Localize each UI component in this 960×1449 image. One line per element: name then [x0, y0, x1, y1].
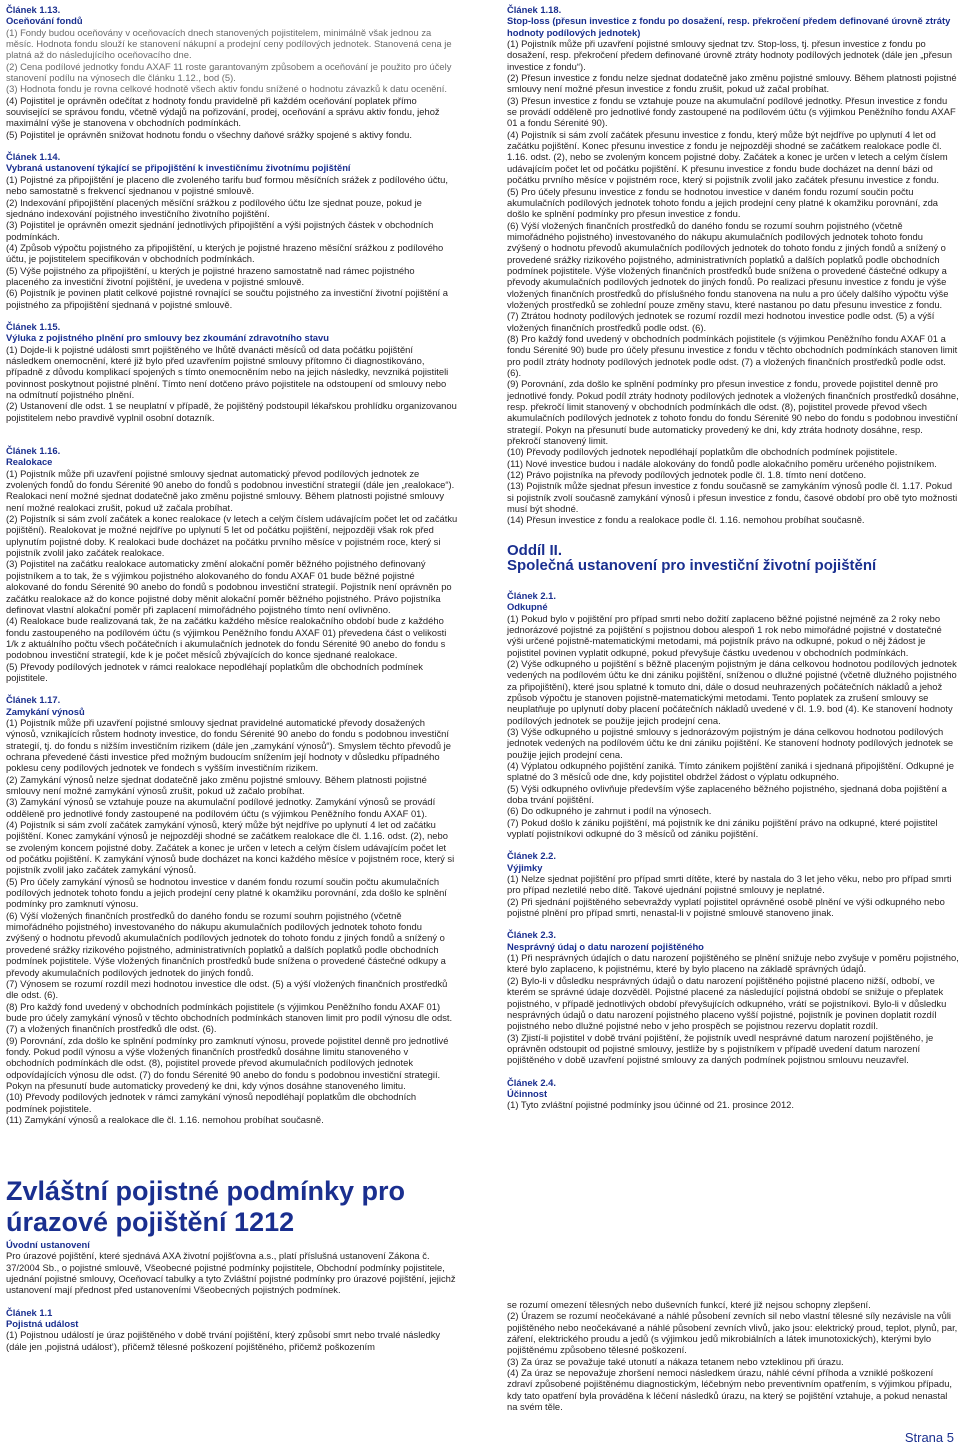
article-heading: Pojistná událost	[6, 1318, 79, 1330]
paragraph: (1) Tyto zvláštní pojistné podmínky jsou účinné od 21. prosince 2012.	[507, 1099, 794, 1111]
paragraph: (2) Indexování připojištění placených měsíční srážkou z podílového účtu lze sjednat pouze, pokud je sjednáno indexování pojistného investičního životního pojištění.	[6, 196, 422, 219]
paragraph: (6) Výší vložených finančních prostředků do daného fondu se rozumí souhrn pojistného (včetně mimořádného pojistného) investovaného do nákupu akumulačních podílových jednotek tohoto fondu zvýšený o hodnotu převodů akumulačních podílových jednotek do tohoto fondu z jiných fondů a snížený o provedené srážky rizikového pojistného, administrativních poplatků a dalších poplatků podle obchodních podmínek pojistitele. Výše vložených finančních prostředků bude snížena o provedené částečné odkupy a převody akumulačních podílových jednotek do jiných fondů.	[6, 909, 446, 978]
paragraph: (14) Přesun investice z fondu a realokace podle čl. 1.16. nemohou probíhat současně.	[507, 514, 865, 526]
paragraph: (13) Pojistník může sjednat přesun investice z fondu současně se zamykáním výnosů podle čl. 1.17. Pokud si pojistník zvolí současně zamykání výnosů i přesun investice z fondu, časové období pro obě tyto možnosti musí být shodné.	[507, 480, 958, 515]
paragraph: (2) Při sjednání pojištěného sebevraždy vyplatí pojistitel oprávněné osobě plnění ve výši odkupného nebo pojistné plnění pro případ smrti, nenastal-li v pojistné smlouvě stanoveno jinak.	[507, 895, 945, 919]
paragraph: (6) Výší vložených finančních prostředků do daného fondu se rozumí souhrn pojistného (včetně mimořádného pojistného) investovaného do nákupu akumulačních podílových jednotek tohoto fondu zvýšený o hodnotu převodů akumulačních podílových jednotek do tohoto fondu z jiných fondů a snížený o provedené srážky rizikového pojistného, administrativních poplatků a dalších poplatků podle obchodních podmínek pojistitele. Výše vložených finančních prostředků bude snížena o provedené částečné odkupy a převody akumulačních podílových jednotek do jiných fondů. Po realizaci přesunu investice z fondu je výše vložených finančních prostředků do příslušného fondu stanovena na nulu a pro účely dalšího výpočtu výše vložených prostředků se zohlední pouze změny stavu, které nastanou po datu přesunu investice z fondu.	[507, 219, 949, 310]
paragraph: (1) Pojistnou událostí je úraz pojištěného v době trvání pojištění, který způsobí smrt nebo trvalé následky (dále jen ‚pojistná událost‘), přičemž tělesné poškození pojištěného, přičemž poškozením	[6, 1329, 441, 1352]
paragraph: (8) Pro každý fond uvedený v obchodních podmínkách pojistitele (s výjimkou Peněžního fondu AXAF 01 a fondu Sérenité 90) bude pro účely přesunu investice z fondu v těchto obchodních podmínkách stanoven limit pro podíl ztráty hodnoty podílových jednotek podle odst. (7) a vložených finančních prostředků podle odst. (6).	[507, 332, 958, 378]
paragraph: (4) Způsob výpočtu pojistného za připojištění, u kterých je pojistné hrazeno měsíční srážkou z podílového účtu, je pojistitelem specifikován v obchodních podmínkách.	[6, 241, 444, 265]
article-heading: Článek 1.14.	[6, 151, 61, 163]
paragraph: (5) Pro účely přesunu investice z fondu se hodnotou investice v daném fondu rozumí součin počtu akumulačních podílových jednotek tohoto fondu a jejich prodejní ceny platné k okamžiku porovnání, zda došlo ke splnění podmínky pro přesun investice z fondu.	[507, 185, 938, 220]
paragraph: (4) Za úraz se nepovažuje zhoršení nemoci následkem úrazu, náhlé cévní příhoda a vzniklé poškození zdraví způsobené pojištěnému diagnostickým, léčebným nebo preventivním opatřením, s výjimkou případu, kdy tato opatření byla prováděna k léčení následků úrazu, na který se pojištění vztahuje, a pokud nenastal na svém těle.	[507, 1367, 953, 1413]
article-heading: Odkupné	[507, 601, 548, 613]
paragraph: (4) Pojistitel je oprávněn odečítat z hodnoty fondu pravidelně při každém oceňování poplatek přímo související se správou fondu, včetně výdajů na pořizování, prodej, oceňování a správu aktiv fondu, jehož maximální výše je stanovena v obchodních podmínkách.	[6, 94, 440, 129]
left-column	[6, 4, 458, 1125]
article-heading: Článek 1.16.	[6, 445, 61, 457]
paragraph: (11) Nové investice budou i nadále alokovány do fondů podle alokačního poměru určeného pojistníkem.	[507, 457, 937, 469]
article-heading: Článek 1.17.	[6, 694, 61, 706]
paragraph: (2) Zamykání výnosů nelze sjednat dodatečně jako změnu pojistné smlouvy. Během platnosti pojistné smlouvy není možné zamykání výnosů zrušit, pokud už začalo probíhat.	[6, 773, 427, 796]
article-heading: Článek 2.3.	[507, 929, 556, 941]
spacer	[507, 573, 959, 584]
article-heading: Výluka z pojistného plnění pro smlouvy bez zkoumání zdravotního stavu	[6, 332, 329, 344]
spacer	[6, 683, 458, 694]
paragraph: (5) Výši odkupného ovlivňuje především výše zaplaceného běžného pojistného, sjednaná doba pojištění a doba trvání pojištění.	[507, 782, 947, 805]
paragraph: (2) Přesun investice z fondu nelze sjednat dodatečně jako změnu pojistné smlouvy. Během platnosti pojistné smlouvy není možné přesun investice z fondu zrušit, pokud už začal probíhat.	[507, 72, 957, 95]
paragraph: (6) Do odkupného je zahrnut i podíl na výnosech.	[507, 805, 712, 817]
section-heading: Společná ustanovení pro investiční životní pojištění	[507, 556, 877, 574]
paragraph: (2) Výše odkupného u pojištění s běžně placeným pojistným je dána celkovou hodnotou podílových jednotek vedených na podílovém účtu ke dni zániku pojištění, sníženou o dlužné pojistné (včetně dlužného pojistného za připojištění), které jsou splatné k tomuto dni, dále o dosud neuhrazených počátečních nákladů a jehož způsob výpočtu je stanoven pojistně-matematickými metodami. Tento poplatek za zrušení smlouvy se neuplatňuje po uplynutí doby placení počátečních nákladů uvedené v čl. 1.9. bod (4). Ke stanovení hodnoty podílových jednotek se použije jejich prodejní cena.	[507, 657, 957, 726]
article-heading: Článek 1.1	[6, 1306, 53, 1318]
article-heading: Výjimky	[507, 861, 543, 873]
paragraph: (1) Pojistník může při uzavření pojistné smlouvy sjednat tzv. Stop-loss, tj. přesun investice z fondu po dosažení, resp. překročení předem definované úrovně ztráty hodnoty podílových jednotek (dále jen „přesun investice z fondu“).	[507, 38, 953, 72]
paragraph: (7) Ztrátou hodnoty podílových jednotek se rozumí rozdíl mezi hodnotou investice podle odst. (5) a výší vložených finančních prostředků podle odst. (6).	[507, 310, 935, 333]
spacer	[6, 140, 458, 151]
paragraph: (1) Při nesprávných údajích o datu narození pojištěného se plnění snižuje nebo zvyšuje v poměru pojistného, které bylo zaplaceno, k pojistnému, které by bylo placeno na základě správných údajů.	[507, 952, 959, 975]
paragraph: (3) Za úraz se považuje také utonutí a nákaza tetanem nebo vzteklinou při úrazu.	[507, 1355, 844, 1367]
paragraph: (3) Pojistitel na začátku realokace automaticky změní alokační poměr běžného pojistného definovaný pojistníkem a to tak, že s výjimkou pojistného alokovaného do fondu AXAF 01 bude běžné pojistné alokované do fondu Sérenité 90 anebo do fondů s podobnou investiční strategií. Pojistník není oprávněn po začátku realokace až do konce pojistné doby měnit alokační poměr běžného pojistného. Právo pojistníka definovat vlastní alokační poměr při zaplacení mimořádného pojistného tímto není ovlivněno.	[6, 558, 452, 615]
paragraph: (12) Právo pojistníka na převody podílových jednotek podle čl. 1.8. tímto není dotčeno.	[507, 469, 867, 481]
paragraph: (2) Pojistník si sám zvolí začátek a konec realokace (v letech a celým číslem udávajícím počet let od začátku pojištění). Realokovat je možné nejdříve po uplynutí 5 let od počátku pojištění, nejpozději však rok před uplynutím pojistné doby. K realokaci bude docházet na počátku prvního měsíce v pojistném roce, který si pojistník zvolil jako začátek realokace.	[6, 513, 458, 559]
article-heading: Nesprávný údaj o datu narození pojištěného	[507, 940, 704, 952]
paragraph: (1) Fondy budou oceňovány v oceňovacích dnech stanovených pojistitelem, minimálně však jednou za měsíc. Hodnota fondu slouží ke stanovení nákupní a prodejní ceny podílových jednotek. Stanovená cena je platná až do následujícího oceňovacího dne.	[6, 26, 452, 61]
paragraph: (5) Výše pojistného za připojištění, u kterých je pojistné hrazeno samostatně nad rámec pojistného placeného za investiční životní pojištění, je uvedena v pojistné smlouvě.	[6, 264, 415, 287]
spacer	[507, 918, 959, 929]
paragraph: (8) Pro každý fond uvedený v obchodních podmínkách pojistitele (s výjimkou Peněžního fondu AXAF 01) bude pro účely zamykání výnosů v těchto obchodních podmínkách stanoven limit pro podíl výnosu dle odst. (7) a vložených finančních prostředků dle odst. (6).	[6, 1000, 453, 1035]
paragraph: (7) Pokud došlo k zániku pojištění, má pojistník ke dni zániku pojištění právo na odkupné, které pojistitel vyplatí pojistníkovi odkupné do 3 měsíců od zániku pojištění.	[507, 816, 938, 840]
paragraph: se rozumí omezení tělesných nebo duševních funkcí, které již nejsou schopny zlepšení.	[507, 1299, 871, 1310]
paragraph: (1) Dojde-li k pojistné události smrt pojištěného ve lhůtě dvanácti měsíců od data počátku pojištění následkem onemocnění, které již bylo před uzavřením pojistné smlouvy přítomno či diagnostikováno, případně z důvodu komplikací spojených s tímto onemocněním nebo na jejich následky, nevzniká pojistiteli povinnost poskytnout pojistné plnění. Tímto není dotčeno právo pojistitele na odstoupení od smlouvy nebo na odmítnutí pojistného plnění.	[6, 343, 449, 400]
article-heading: Článek 1.13.	[6, 4, 61, 15]
paragraph: (3) Hodnota fondu je rovna celkové hodnotě všech aktiv fondu snížené o hodnotu závazků k datu ocenění.	[6, 83, 447, 95]
paragraph: (11) Zamykání výnosů a realokace dle čl. 1.16. nemohou probíhat současně.	[6, 1113, 324, 1125]
spacer	[6, 310, 458, 321]
paragraph: (1) Nelze sjednat pojištění pro případ smrti dítěte, které by nastala do 3 let jeho věku, nebo pro případ smrti pro případ nezletilé nebo dítě. Takové ujednání pojistné smlouvy je neplatné.	[507, 873, 952, 896]
article-heading: Realokace	[6, 456, 53, 468]
paragraph: (9) Porovnání, zda došlo ke splnění podmínky pro zamknutí výnosu, provede pojistitel denně pro jednotlivé fondy. Pokud podíl výnosu a výše vložených finančních prostředků dosáhne limitu stanoveného v obchodních podmínkách dle odst. (8), pojistitel provede převod akumulačních podílových jednotek odpovídajících výnosu dle odst. (7) do fondu Sérenité 90 anebo do fondu s podobnou investiční strategií. Pokyn na přesunutí bude automaticky provedený ke dni, kdy výnos dosáhne stanoveného limitu.	[6, 1034, 449, 1091]
paragraph: (3) Přesun investice z fondu se vztahuje pouze na akumulační podílové jednotky. Přesun investice z fondu se provádí odděleně pro jednotlivé fondy zastoupené na podílovém účtu (s výjimkou Peněžního fondu AXAF 01 a fondu Sérenité 90).	[507, 94, 956, 129]
paragraph: (3) Výše odkupného u pojistné smlouvy s jednorázovým pojistným je dána celkovou hodnotou podílových jednotek vedených na podílovém účtu ke dni zániku pojištění. Ke stanovení hodnoty podílových jednotek se použije jejich prodejní cena.	[507, 725, 954, 760]
right-column	[507, 4, 959, 1111]
paragraph: (3) Zamykání výnosů se vztahuje pouze na akumulační podílové jednotky. Zamykání výnosů se provádí odděleně pro jednotlivé fondy zastoupené na podílovém účtu (s výjimkou Peněžního fondu AXAF 01).	[6, 796, 436, 819]
paragraph: (4) Pojistník si sám zvolí začátek zamykání výnosů, který může být nejdříve po uplynutí 4 let od začátku pojištění. Konec zamykání výnosů je nejpozději shodné se začátkem realokace dle čl. 1.16. odst. (2), nebo se zvoleným koncem pojistné doby. Začátek a konec je určen v letech a celým číslem udávajícím počet let od počátku pojištění. K zamykání výnosů bude docházet na konci každého měsíce v pojistném roce, který si pojistník zvolil jako začátek zamykání výnosů.	[6, 819, 455, 876]
section-heading: Oddíl II.	[507, 541, 562, 559]
article-heading: Zamykání výnosů	[6, 705, 85, 717]
paragraph: (2) Úrazem se rozumí neočekávané a náhlé působení zevních sil nebo vlastní tělesné síly nezávisle na vůli pojištěného nebo neočekávané a náhlé působení zevních vlivů, jako jsou: elektrický proud, teplot, plynů, par, záření, elektrického proudu a jedů (s výjimkou jedů mikrobiálních a látek imunotoxických), kterými bylo pojištěnému způsobeno tělesné poškození.	[507, 1310, 958, 1356]
article-heading: Článek 2.1.	[507, 589, 556, 601]
spacer	[507, 839, 959, 850]
paragraph: (1) Pojistné za připojištění je placeno dle zvoleného tarifu buď formou měsíčních srážek z podílového účtu, nebo samostatně s frekvencí sjednanou v pojistné smlouvě.	[6, 173, 448, 197]
document-title: Zvláštní pojistné podmínky pro úrazové pojištění 1212	[6, 1176, 406, 1237]
article-heading: Článek 2.4.	[507, 1076, 556, 1088]
paragraph: (5) Pojistitel je oprávněn snižovat hodnotu fondu o všechny daňové srážky spojené s aktivy fondu.	[6, 128, 412, 140]
paragraph: (5) Pro účely zamykání výnosů se hodnotou investice v daném fondu rozumí součin počtu akumulačních podílových jednotek tohoto fondu a jejich prodejní ceny platné k okamžiku porovnání, zda došlo ke splnění podmínky pro zamknutí výnosu.	[6, 875, 447, 910]
paragraph: (1) Pokud bylo v pojištění pro případ smrti nebo dožití zaplaceno běžné pojistné nejméně za 2 roky nebo jednorázové pojistné za pojištění s pojistnou dobou alespoň 1 rok nebo mimořádné pojistné v dostatečné výši určené pojistně-matematickými metodami, má pojistník právo na odkupné, pokud o něj žádost je pojistitel povinen vyplatit odkupné, pokud převyšuje částku uvedenou v obchodních podmínkách.	[507, 612, 942, 658]
paragraph: (1) Pojistník může při uzavření pojistné smlouvy sjednat pravidelné automatické převody dosažených výnosů, vznikajících růstem hodnoty investice, do fondu Sérenité 90 anebo do fondu s podobnou investiční strategií, tj. do fondu s nižším investičním rizikem (dále jen „zamykání výnosů“). Smyslem těchto převodů je ochrana převedené části investice před možným budoucím snížením její hodnoty v důsledku případného poklesu ceny podílových jednotek ve fondech s vyšším investičním rizikem.	[6, 716, 451, 774]
spacer	[6, 423, 458, 434]
paragraph: (5) Převody podílových jednotek v rámci realokace nepodléhají poplatkům dle obchodních podmínek pojistitele.	[6, 660, 423, 683]
paragraph: (2) Bylo-li v důsledku nesprávných údajů o datu narození pojištěného pojistné placeno nižší, odbobí, ve kterém se správné údaje dozvěděl. Pojistné placené za následující pojistná období se snižuje o přeplatek pojistného, v případě jednotlivých období převyšujících odkupného, vrátí se pojistníkovi. Bylo-li v důsledku nesprávných údajů o datu narození pojistného placeno vyšší pojistné, pojistník je povinen doplatit rozdíl pojistného nebo dlužné pojistné nebo v jeho prospěch se pojistnou rezervu doplatit rozdíl.	[507, 974, 947, 1032]
spacer	[507, 1066, 959, 1077]
spacer	[507, 526, 959, 537]
article-heading: Účinnost	[507, 1087, 548, 1099]
spacer	[6, 1296, 458, 1307]
article-heading: Oceňování fondů	[6, 15, 83, 27]
article-heading: Článek 1.18.	[507, 4, 562, 15]
paragraph: (10) Převody podílových jednotek nepodléhají poplatkům dle obchodních podmínek pojistitele.	[507, 446, 898, 458]
paragraph: (3) Pojistitel je oprávněn omezit sjednání jednotlivých připojištění a výši pojistných částek v obchodních podmínkách.	[6, 219, 434, 242]
paragraph: (4) Pojistník si sám zvolí začátek přesunu investice z fondu, který může být nejdříve po uplynutí 4 let od začátku pojištění. Konec přesunu investice z fondu je nejpozději shodné se začátkem realokace podle čl. 1.16. odst. (2), nebo se zvoleným koncem pojistné doby. Začátek a konec je určen v letech a celým číslem udávajícím počet let od počátku pojištění. K přesunu investice z fondu bude docházet na denní bázi od počátku prvního měsíce v pojistném roce, který si pojistník zvolil jako začátek přesunu investice z fondu.	[507, 128, 948, 186]
article-heading: Stop-loss (přesun investice z fondu po dosažení, resp. překročení předem definované úrovně ztráty hodnoty podílových jednotek)	[507, 15, 951, 38]
left-bottom-column	[6, 1239, 458, 1352]
paragraph: (9) Porovnání, zda došlo ke splnění podmínky pro přesun investice z fondu, provede pojistitel denně pro jednotlivé fondy. Pokud podíl ztráty hodnoty podílových jednotek a vložených finančních prostředků dosáhne, resp. překročí limit stanovený v obchodních podmínkách dle odst. (8), pojistitel provede převod všech akumulačních podílových jednotek z tohoto fondu do fondu Sérenité 90 nebo do fondu s podobnou investiční strategií. Pokyn na přesunutí bude automaticky provedený ke dni, kdy ztráta hodnoty dosáhne, resp. překročí stanovený limit.	[507, 378, 959, 447]
article-heading: Úvodní ustanovení	[6, 1239, 90, 1250]
paragraph: (2) Ustanovení dle odst. 1 se neuplatní v případě, že pojištěný podstoupil lékařskou prohlídku organizovanou pojistitelem nebo pravdivě vyplnil osobní dotazník.	[6, 400, 457, 423]
page-number: Strana 5	[904, 1429, 954, 1445]
spacer	[6, 434, 458, 445]
article-heading: Článek 1.15.	[6, 320, 61, 332]
paragraph: Pro úrazové pojištění, které sjednává AXA životní pojišťovna a.s., platí příslušná ustanovení Zákona č. 37/2004 Sb., o pojistné smlouvě, Všeobecné pojistné podmínky pojistitele, Obchodní podmínky pojistitele, ujednání pojistné smlouvy, Oceňovací tabulky a tyto Zvláštní pojistné podmínky pro úrazové pojištění, jejichž ustanovení mají přednost před ustanoveními Všeobecných pojistných podmínek.	[6, 1250, 456, 1296]
paragraph: (4) Realokace bude realizovaná tak, že na začátku každého měsíce realokačního období bude z každého fondu zastoupeného na podílovém účtu (s výjimkou Peněžního fondu AXAF 01) převedena část o velikosti 1/k z aktuálního počtu všech počátečních i akumulačních jednotek do fondu Sérenité 90 anebo do fondu s podobnou investiční strategií, kde k je počet měsíců zbývajících do konce sjednané realokace.	[6, 615, 447, 661]
paragraph: (4) Výplatou odkupného pojištění zaniká. Tímto zánikem pojištění zaniká i sjednaná připojištění. Odkupné je splatné do 3 měsíců ode dne, kdy pojistitel obdržel žádost o výplatu odkupného.	[507, 759, 954, 783]
paragraph: (3) Zjistí-li pojistitel v době trvání pojištění, že pojistník uvedl nesprávné datum narození pojištěného, je oprávněn odstoupit od pojistné smlouvy, jestliže by s pojistníkem v případě uvedení datum narození pojištěného v době uzavření pojistné smlouvy za daných podmínek pojistnou smlouvu neuzavřel.	[507, 1031, 934, 1066]
right-bottom-column	[507, 1299, 959, 1412]
paragraph: (7) Výnosem se rozumí rozdíl mezi hodnotou investice dle odst. (5) a výší vložených finančních prostředků dle odst. (6).	[6, 977, 448, 1001]
paragraph: (10) Převody podílových jednotek v rámci zamykání výnosů nepodléhají poplatkům dle obchodních podmínek pojistitele.	[6, 1091, 417, 1114]
paragraph: (1) Pojistník může při uzavření pojistné smlouvy sjednat automatický převod podílových jednotek ze zvolených fondů do fondu Sérenité 90 anebo do fondů s podobnou investiční strategií (dále jen „realokace“). Realokaci není možné sjednat dodatečně jako změnu pojistné smlouvy. Během platnosti pojistné smlouvy není možné realokaci zrušit, pokud už začala probíhat.	[6, 467, 455, 513]
article-heading: Vybraná ustanovení týkající se připojištění k investičnímu životnímu pojištění	[6, 162, 351, 174]
article-heading: Článek 2.2.	[507, 850, 556, 862]
paragraph: (2) Cena podílové jednotky fondu AXAF 11 roste garantovaným způsobem a oceňování je použito pro účely stanovení podílu na výnosech dle článku 1.12., bod (5).	[6, 60, 452, 84]
paragraph: (6) Pojistník je povinen platit celkové pojistné rovnající se součtu pojistného za investiční životní pojištění a pojistného za připojištění sjednaná v pojistné smlouvě.	[6, 287, 448, 310]
